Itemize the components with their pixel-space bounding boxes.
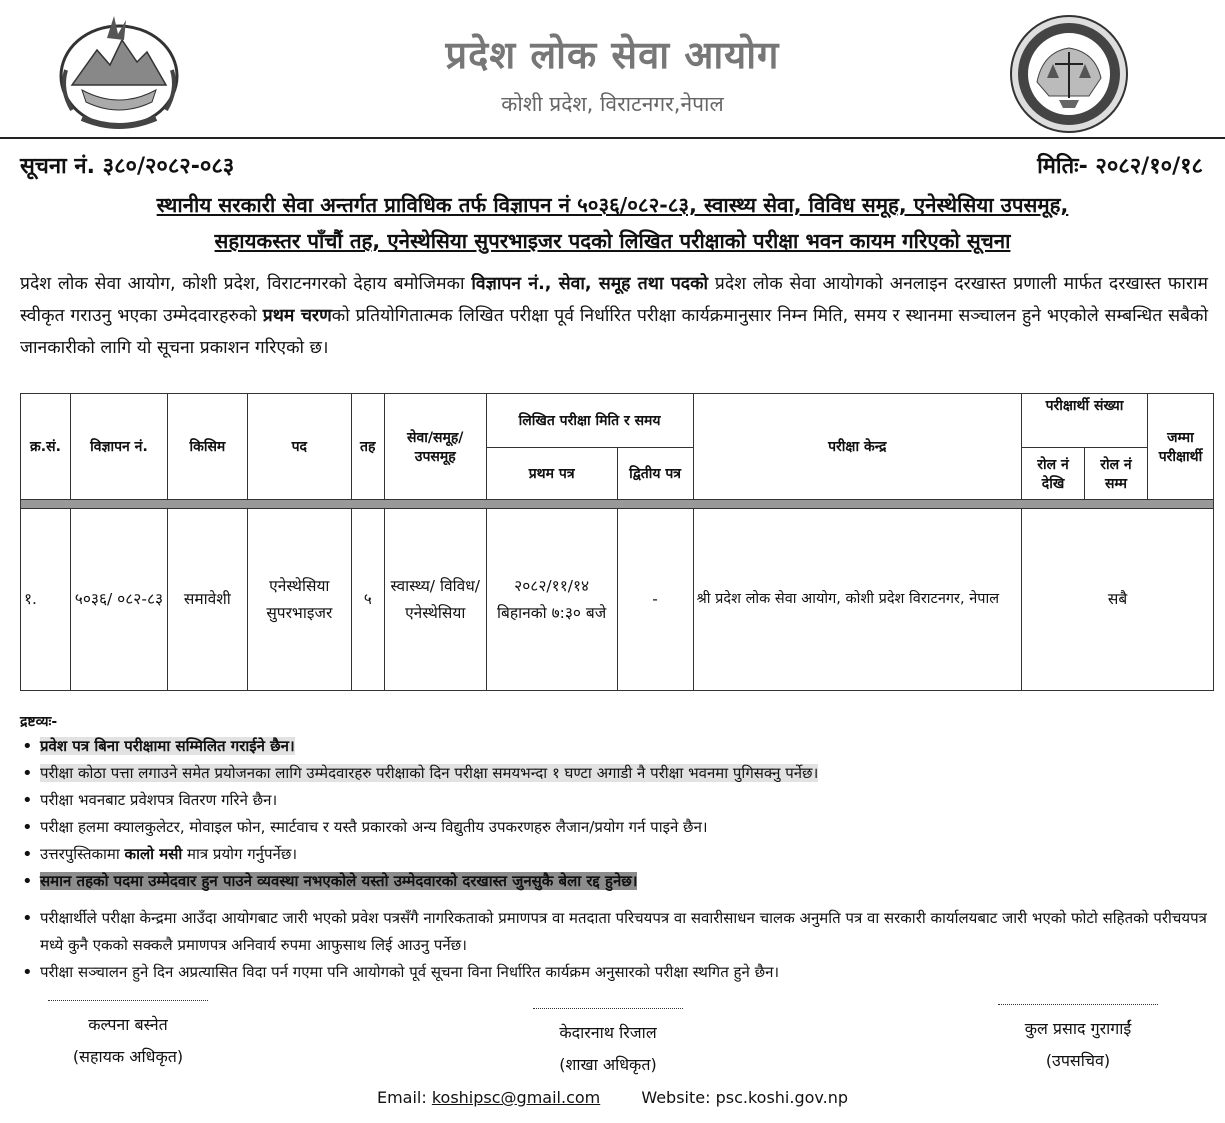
cell-roll-range: सबै	[1022, 509, 1214, 691]
list-item	[20, 787, 1210, 814]
note-text: प्रवेश पत्र बिना परीक्षामा सम्मिलित गराईने छैन।	[40, 737, 295, 755]
website-text: psc.koshi.gov.np	[715, 1088, 849, 1107]
signatory-role: (उपसचिव)	[1045, 1051, 1111, 1070]
cell-first-paper: २०८२/११/१४ बिहानको ७:३० बजे	[486, 509, 617, 691]
cell-second-paper: -	[617, 509, 693, 691]
signatory-role: (सहायक अधिकृत)	[72, 1047, 184, 1066]
col-header-roll-to: रोल नं सम्म	[1085, 448, 1148, 500]
website-contact	[641, 1088, 848, 1107]
col-header-sn: क्र.सं.	[21, 394, 71, 500]
list-item	[20, 733, 1210, 760]
col-header-type: किसिम	[167, 394, 247, 500]
col-header-service: सेवा/समूह/ उपसमूह	[384, 394, 486, 500]
signature-block-1	[48, 1000, 208, 1073]
commission-seal-icon	[1003, 12, 1135, 136]
list-item	[20, 959, 1210, 986]
email-link[interactable]: koshipsc@gmail.com	[431, 1088, 601, 1107]
signatory-name: केदारनाथ रिजाल	[559, 1023, 657, 1042]
intro-bold-1: विज्ञापन नं., सेवा, समूह तथा पदको	[471, 274, 709, 294]
col-header-candidate-count: परीक्षार्थी संख्या	[1022, 394, 1148, 448]
note-text: परीक्षा कोठा पत्ता लगाउने समेत प्रयोजनका लागि उम्मेदवारहरु परीक्षाको दिन परीक्षा समयभन्दा १ घण्टा अगाडी नै परीक्षा भवनमा पुगिसक्नु पर्नेछ।	[40, 764, 819, 782]
organization-address: कोशी प्रदेश, विराटनगर,नेपाल	[501, 92, 724, 116]
signatory-name: कुल प्रसाद गुरागाईं	[1024, 1019, 1132, 1038]
separator-cell	[21, 500, 1214, 509]
notice-subject	[20, 187, 1205, 259]
note-text: मात्र प्रयोग गर्नुपर्नेछ।	[182, 845, 298, 863]
intro-text-1: प्रदेश लोक सेवा आयोग, कोशी प्रदेश, विराटनगरको देहाय बमोजिमका	[20, 274, 472, 294]
intro-paragraph	[20, 268, 1208, 364]
subject-line-1: स्थानीय सरकारी सेवा अन्तर्गत प्राविधिक तर्फ विज्ञापन नं ५०३६/०८२-८३, स्वास्थ्य सेवा, विविध समूह, एनेस्थेसिया उपसमूह,	[156, 193, 1069, 217]
cell-level: ५	[351, 509, 384, 691]
list-item	[20, 814, 1210, 841]
signature-block-2	[533, 1008, 683, 1081]
header-divider	[0, 137, 1225, 139]
col-header-total: जम्मा परीक्षार्थी	[1147, 394, 1213, 500]
intro-text-3: को प्रतियोगितात्मक लिखित परीक्षा पूर्व निर्धारित परीक्षा कार्यक्रमानुसार निम्न मिति, समय र स्थानमा सञ्चालन हुने भएकोले सम्बन्धित सबैको जानकारीको लागि यो सूचना प्रकाशन गरिएको छ।	[20, 306, 1208, 358]
note-text: परीक्षा भवनबाट प्रवेशपत्र वितरण गरिने छैन।	[40, 791, 278, 809]
col-header-center: परीक्षा केन्द्र	[693, 394, 1022, 500]
cell-center: श्री प्रदेश लोक सेवा आयोग, कोशी प्रदेश विराटनगर, नेपाल	[693, 509, 1022, 691]
table-header-row	[21, 394, 1214, 448]
list-item	[20, 868, 1210, 895]
signatory-role: (शाखा अधिकृत)	[559, 1055, 657, 1074]
notice-date: मितिः- २०८२/१०/१८	[1037, 154, 1203, 179]
signatory-name: कल्पना बस्नेत	[88, 1015, 168, 1034]
organization-title: प्रदेश लोक सेवा आयोग	[445, 33, 780, 77]
note-text: परीक्षार्थीले परीक्षा केन्द्रमा आउँदा आयोगबाट जारी भएको प्रवेश पत्रसँगै नागरिकताको प्रमाणपत्र वा मतदाता परिचयपत्र वा सवारीसाधन चालक अनुमति पत्र वा सरकारी कार्यालयबाट जारी भएको फोटो सहितको परीचयपत्र मध्ये कुनै एकको सक्कलै प्रमाणपत्र अनिवार्य रुपमा आफुसाथ लिई आउनु पर्नेछ।	[40, 909, 1207, 954]
contact-footer	[0, 1088, 1225, 1107]
signature-line	[533, 1008, 683, 1009]
cell-type: समावेशी	[167, 509, 247, 691]
intro-bold-2: प्रथम चरण	[262, 306, 332, 326]
exam-schedule-table	[20, 393, 1214, 691]
note-text: समान तहको पदमा उम्मेदवार हुन पाउने व्यवस्था नभएकोले यस्तो उम्मेदवारको दरखास्त जुनसुकै बेला रद्द हुनेछ।	[40, 872, 638, 890]
subject-line-2: सहायकस्तर पाँचौं तह, एनेस्थेसिया सुपरभाइजर पदको लिखित परीक्षाको परीक्षा भवन कायम गरिएको सूचना	[214, 229, 1011, 253]
cell-sn: १.	[21, 509, 71, 691]
note-text: उत्तरपुस्तिकामा	[40, 845, 125, 863]
signature-line	[48, 1000, 208, 1001]
note-text: परीक्षा हलमा क्यालकुलेटर, मोवाइल फोन, स्मार्टवाच र यस्तै प्रकारको अन्य विद्युतीय उपकरणहरु लैजान/प्रयोग गर्न पाइने छैन।	[40, 818, 708, 836]
list-item	[20, 905, 1210, 959]
cell-adv-no: ५०३६/ ०८२-८३	[70, 509, 167, 691]
signature-line	[998, 1004, 1158, 1005]
email-contact	[377, 1088, 600, 1107]
col-header-first-paper: प्रथम पत्र	[486, 448, 617, 500]
col-header-adv-no: विज्ञापन नं.	[70, 394, 167, 500]
website-label: Website:	[641, 1088, 711, 1107]
col-header-post: पद	[247, 394, 351, 500]
nepal-emblem-icon	[52, 10, 186, 134]
col-header-exam-datetime: लिखित परीक्षा मिति र समय	[486, 394, 693, 448]
email-label: Email:	[376, 1088, 427, 1107]
list-item	[20, 841, 1210, 868]
col-header-level: तह	[351, 394, 384, 500]
col-header-second-paper: द्वितीय पत्र	[617, 448, 693, 500]
cell-service: स्वास्थ्य/ विविध/ एनेस्थेसिया	[384, 509, 486, 691]
signature-block-3	[998, 1004, 1158, 1077]
notes-list	[20, 733, 1210, 986]
col-header-roll-from: रोल नं देखि	[1022, 448, 1085, 500]
intro-text-2: प्रदेश लोक सेवा आयोगको अनलाइन दरखास्त प्रणाली मार्फत दरखास्त फाराम स्वीकृत गराउनु भएका उम्मेदवारहरुको	[20, 274, 1209, 326]
notice-number: सूचना नं. ३८०/२०८२-०८३	[20, 154, 235, 179]
note-text: परीक्षा सञ्चालन हुने दिन अप्रत्यासित विदा पर्न गएमा पनि आयोगको पूर्व सूचना विना निर्धारित कार्यक्रम अनुसारको परीक्षा स्थगित हुने छैन।	[40, 963, 780, 981]
cell-post: एनेस्थेसिया सुपरभाइजर	[247, 509, 351, 691]
list-item	[20, 760, 1210, 787]
table-separator	[21, 500, 1214, 509]
note-bold-text: कालो मसी	[124, 845, 183, 863]
table-row	[21, 509, 1214, 691]
notes-heading: द्रष्टव्यः-	[20, 714, 58, 730]
